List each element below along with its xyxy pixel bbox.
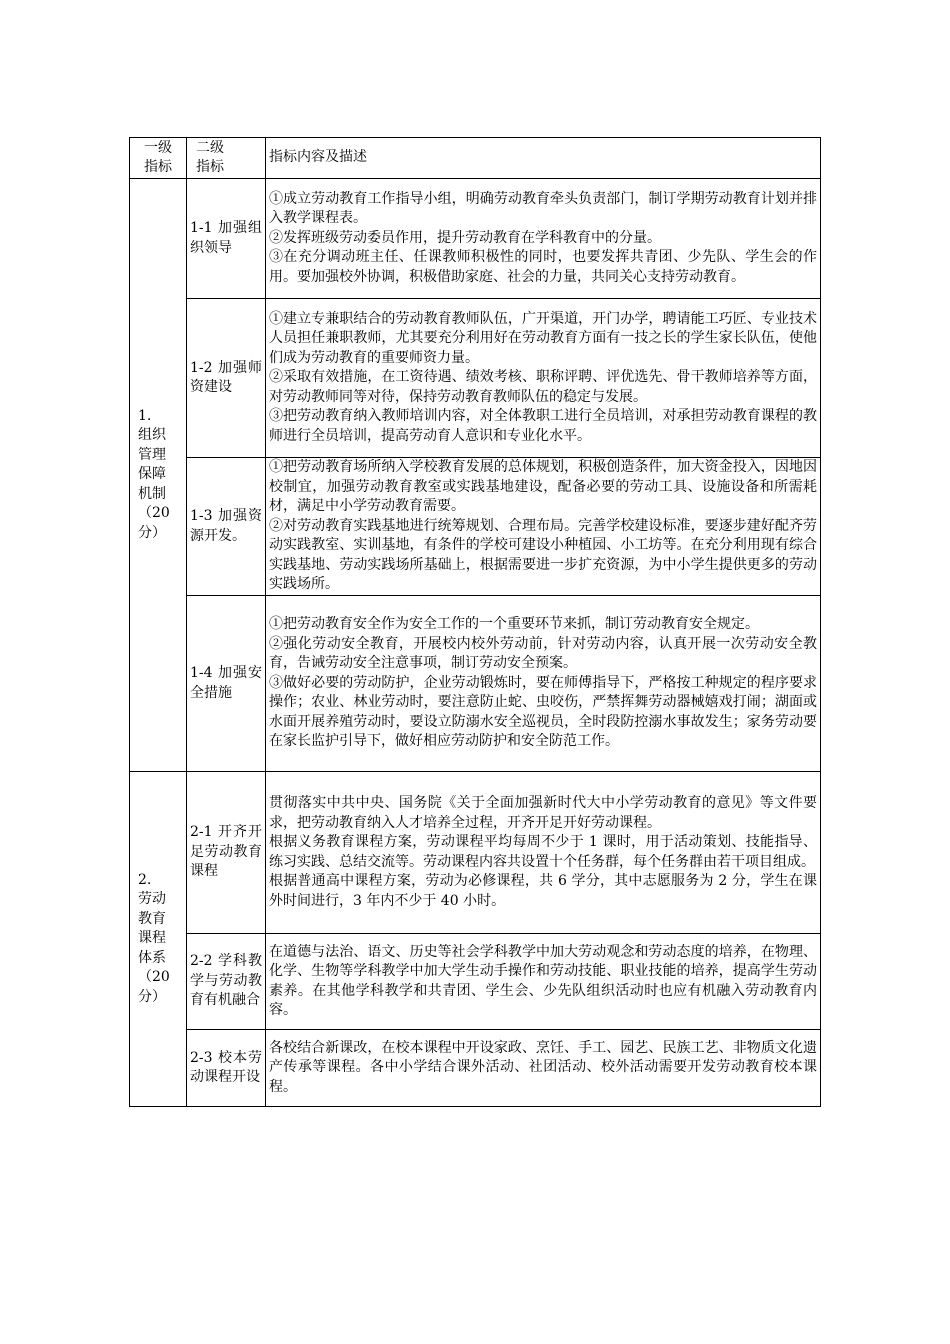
row-1-4-content <box>266 596 821 772</box>
row-2-1-level2: 2-1 开齐开足劳动教育课程 <box>187 772 266 934</box>
row-2-2-content <box>266 934 821 1030</box>
row-1-3-level2: 1-3 加强资源开发。 <box>187 458 266 596</box>
list-item: 根据普通高中课程方案，劳动为必修课程，共 6 学分，其中志愿服务为 2 分，学生在课外时间进行，3 年内不少于 40 小时。 <box>269 873 817 909</box>
row-1-2-level2: 1-2 加强师资建设 <box>187 299 266 458</box>
list-item: ③做好必要的劳动防护，企业劳动锻炼时，要在师傅指导下，严格按工种规定的程序要求操作；农业、林业劳动时，要注意防止蛇、虫咬伤，严禁挥舞劳动器械嬉戏打闹；湖面或水面开展养殖劳动时，要设立防溺水安全巡视员，全时段防控溺水事故发生；家务劳动要在家长监护引导下，做好相应劳动防护和安全防范工作。 <box>269 674 817 750</box>
list-item: ①建立专兼职结合的劳动教育教师队伍，广开渠道，开门办学，聘请能工巧匠、专业技术人员担任兼职教师，尤其要充分利用好在劳动教育方面有一技之长的学生家长队伍，使他们成为劳动教育的重要师资力量。 <box>269 310 817 366</box>
table-row <box>130 299 821 458</box>
header-level2: 二级 指标 <box>187 138 266 179</box>
list-item: ①把劳动教育安全作为安全工作的一个重要环节来抓，制订劳动教育安全规定。 <box>269 616 759 633</box>
list-item: ③把劳动教育纳入教师培训内容，对全体教职工进行全员培训，对承担劳动教育课程的教师进行全员培训，提高劳动育人意识和专业化水平。 <box>269 408 817 444</box>
list-item: 各校结合新课改，在校本课程中开设家政、烹饪、手工、园艺、民族工艺、非物质文化遗产传承等课程。各中小学结合课外活动、社团活动、校外活动需要开发劳动教育校本课程。 <box>269 1039 817 1095</box>
table-row <box>130 772 821 934</box>
list-item: 贯彻落实中共中央、国务院《关于全面加强新时代大中小学劳动教育的意见》等文件要求，把劳动教育纳入人才培养全过程，开齐开足开好劳动课程。 <box>269 795 817 831</box>
row-1-1-content <box>266 179 821 299</box>
table-row <box>130 179 821 299</box>
row-2-3-level2: 2-3 校本劳动课程开设 <box>187 1030 266 1107</box>
list-item: ②发挥班级劳动委员作用，提升劳动教育在学科教育中的分量。 <box>269 229 661 246</box>
list-item: ①成立劳动教育工作指导小组，明确劳动教育牵头负责部门，制订学期劳动教育计划并排入教学课程表。 <box>269 190 817 227</box>
list-item: ②强化劳动安全教育，开展校内校外劳动前，针对劳动内容，认真开展一次劳动安全教育，告诫劳动安全注意事项，制订劳动安全预案。 <box>269 635 817 672</box>
row-2-3-content <box>266 1030 821 1107</box>
table-row <box>130 458 821 596</box>
list-item: ②采取有效措施，在工资待遇、绩效考核、职称评聘、评优选先、骨干教师培养等方面，对劳动教师同等对待，保持劳动教育教师队伍的稳定与发展。 <box>269 369 817 405</box>
row-1-4-level2: 1-4 加强安全措施 <box>187 596 266 772</box>
row-1-2-content <box>266 299 821 458</box>
evaluation-table <box>129 137 821 1107</box>
list-item: 根据义务教育课程方案，劳动课程平均每周不少于 1 课时，用于活动策划、技能指导、练习实践、总结交流等。劳动课程内容共设置十个任务群，每个任务群由若干项目组成。 <box>269 834 817 870</box>
row-1-3-content <box>266 458 821 596</box>
table-row <box>130 934 821 1030</box>
section-2-level1: 2. 劳动 教育 课程 体系 （20 分） <box>130 772 187 1107</box>
list-item: ②对劳动教育实践基地进行统筹规划、合理布局。完善学校建设标准，要逐步建好配齐劳动实践教室、实训基地，有条件的学校可建设小种植园、小工坊等。在充分利用现有综合实践基地、劳动实践场所基础上，根据需要进一步扩充资源，为中小学生提供更多的劳动实践场所。 <box>269 517 817 593</box>
list-item: ①把劳动教育场所纳入学校教育发展的总体规划，积极创造条件，加大资金投入，因地因校制宜，加强劳动教育教室或实践基地建设，配备必要的劳动工具、设施设备和所需耗材，满足中小学劳动教育需要。 <box>269 459 817 515</box>
header-level1: 一级 指标 <box>130 138 187 179</box>
list-item: ③在充分调动班主任、任课教师积极性的同时，也要发挥共青团、少先队、学生会的作用。要加强校外协调，积极借助家庭、社会的力量，共同关心支持劳动教育。 <box>269 249 817 285</box>
row-2-1-content <box>266 772 821 934</box>
table-row <box>130 1030 821 1107</box>
table-row <box>130 596 821 772</box>
header-content: 指标内容及描述 <box>266 138 821 179</box>
row-1-1-level2: 1-1 加强组织领导 <box>187 179 266 299</box>
header-row <box>130 138 821 179</box>
list-item: 在道德与法治、语文、历史等社会学科教学中加大劳动观念和劳动态度的培养，在物理、化学、生物等学科教学中加大学生动手操作和劳动技能、职业技能的培养，提高学生劳动素养。在其他学科教学和共青团、学生会、少先队组织活动时也应有机融入劳动教育内容。 <box>269 943 817 1018</box>
row-2-2-level2: 2-2 学科教学与劳动教育有机融合 <box>187 934 266 1030</box>
section-1-level1: 1. 组织 管理 保障 机制 （20 分） <box>130 179 187 772</box>
